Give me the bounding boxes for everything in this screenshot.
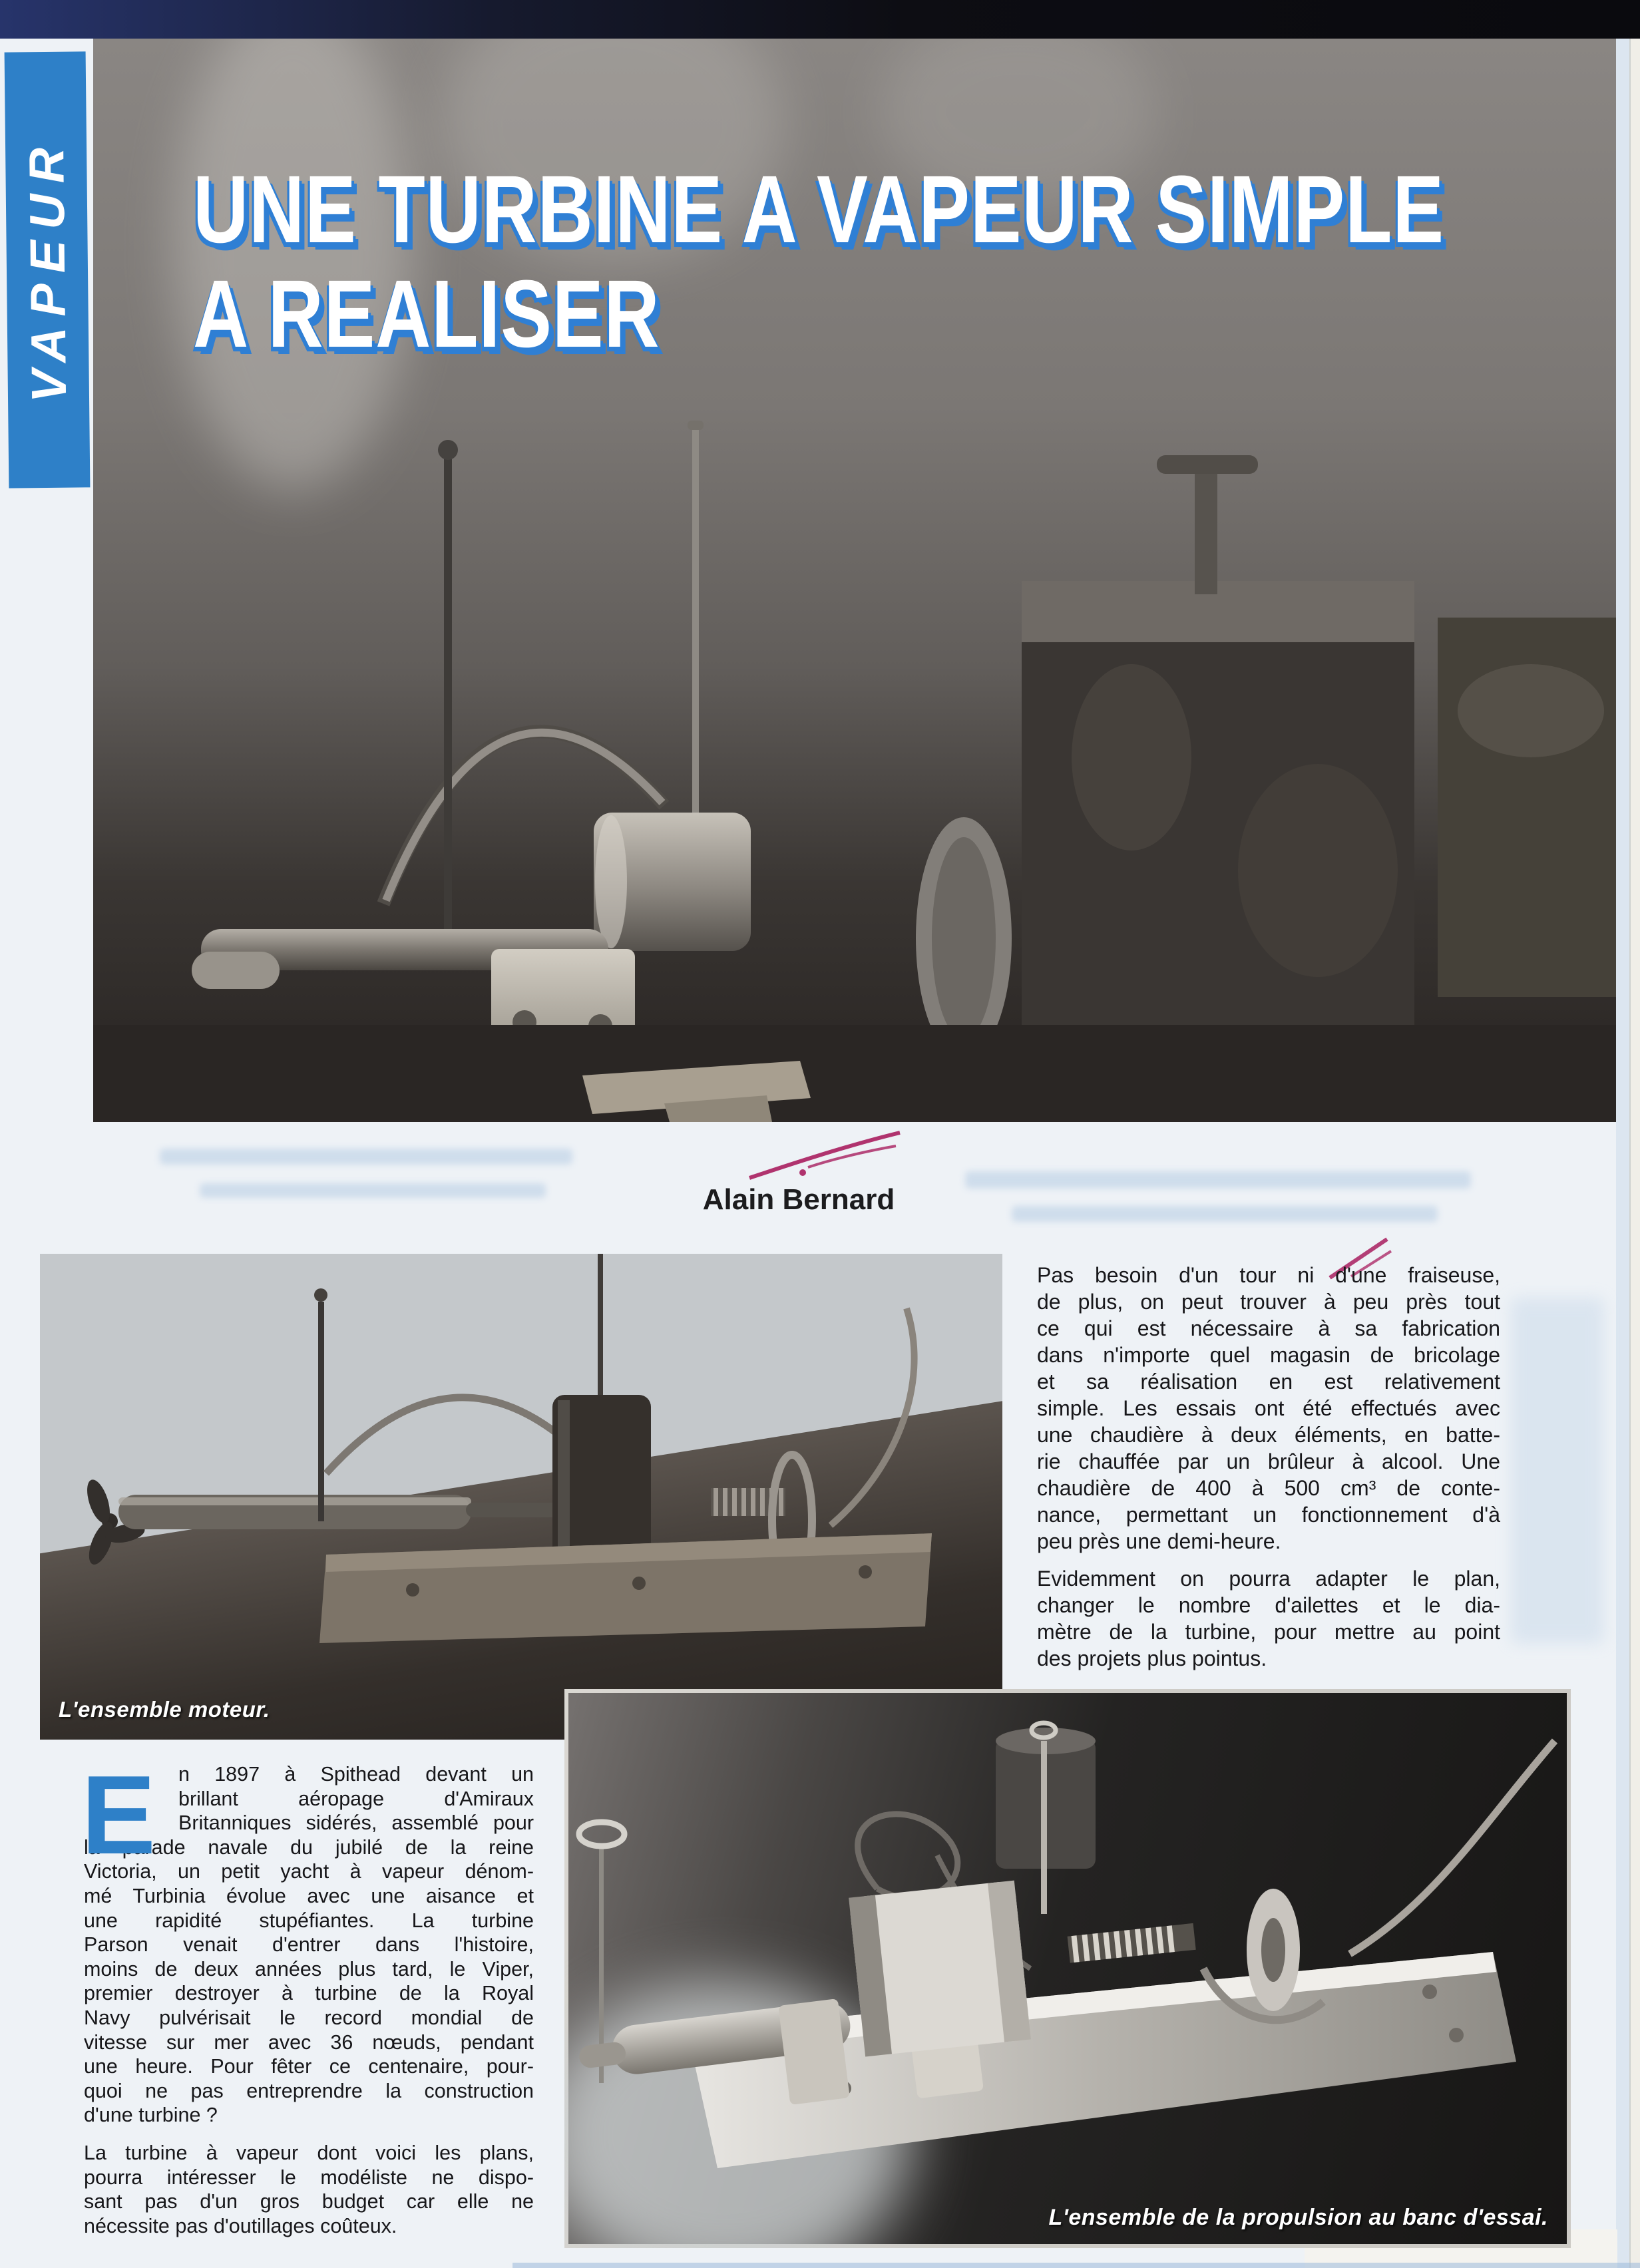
header-photo [93,39,1616,1122]
motor-machine-illustration [40,1254,1002,1740]
bleed-through-text [965,1171,1471,1189]
text-line: Britanniques sidérés, assemblé pour [178,1811,534,1835]
text-line: La turbine à vapeur dont voici les plans, [84,2141,534,2164]
text-line: moins de deux années plus tard, le Viper, [84,1957,534,1981]
text-line: nance, permettant un fonctionnement d'à [1037,1503,1500,1527]
text-line: Evidemment on pourra adapter le plan, [1037,1567,1500,1591]
page-title [193,157,1577,366]
title-line2: A REALISER [193,260,660,367]
text-line: une rapidité stupéfiantes. La turbine [84,1909,534,1932]
motor-photo [40,1254,1002,1740]
text-line: Pas besoin d'un tour ni d'une fraiseuse, [1037,1263,1500,1287]
propulsion-photo [564,1689,1571,2248]
text-line: nécessite pas d'outillages coûteux. [84,2214,397,2237]
pen-mark [744,1125,907,1188]
propulsion-photo-caption: L'ensemble de la propulsion au banc d'essai. [1048,2205,1548,2230]
text-line: sant pas d'un gros budget car elle ne [84,2190,534,2213]
title-line1: UNE TURBINE A VAPEUR SIMPLE [193,156,1444,263]
text-line: vitesse sur mer avec 36 nœuds, pendant [84,2030,534,2054]
text-line: dans n'importe quel magasin de bricolage [1037,1343,1500,1367]
paragraph [1037,1262,1500,1555]
bleed-through-text [160,1149,572,1165]
scanner-top-band [0,0,1640,39]
right-text-column [1037,1262,1500,1672]
propulsion-machine-illustration [564,1689,1571,2248]
text-line: et sa réalisation en est relativement [1037,1370,1500,1394]
text-line: chaudière de 400 à 500 cm³ de conte- [1037,1476,1500,1500]
text-line: une heure. Pour fêter ce centenaire, pour- [84,2055,534,2078]
text-line: une chaudière à deux éléments, en batte- [1037,1423,1500,1447]
motor-photo-caption: L'ensemble moteur. [59,1697,270,1722]
text-line: ce qui est nécessaire à sa fabrication [1037,1316,1500,1340]
section-label: VAPEUR [18,136,77,403]
text-line: pourra intéresser le modéliste ne dispo- [84,2166,534,2189]
text-line: quoi ne pas entreprendre la construction [84,2079,534,2102]
page-edge [1629,39,1640,2268]
paragraph [1037,1565,1500,1672]
text-line: changer le nombre d'ailettes et le dia- [1037,1593,1500,1617]
author-byline: Alain Bernard [702,1183,895,1216]
bleed-through-text [1511,1298,1604,1644]
text-line: premier destroyer à turbine de la Royal [84,1982,534,2005]
text-line: la parade navale du jubilé de la reine [84,1835,534,1859]
scanner-bottom-artifact [512,2263,1640,2268]
text-line: Parson venait d'entrer dans l'histoire, [84,1933,534,1957]
text-line: Navy pulvérisait le record mondial de [84,2006,534,2029]
text-line: de plus, on peut trouver à peu près tout [1037,1290,1500,1314]
text-line: d'une turbine ? [84,2104,218,2127]
text-line: mé Turbinia évolue avec une aisance et [84,1884,534,1907]
text-line: Victoria, un petit yacht à vapeur dénom- [84,1860,534,1883]
text-line: rie chauffée par un brûleur à alcool. Une [1037,1449,1500,1473]
bleed-through-text [1012,1206,1438,1222]
text-line: mètre de la turbine, pour mettre au point [1037,1620,1500,1644]
text-line: n 1897 à Spithead devant un [178,1763,534,1786]
section-sidebar [5,51,91,488]
left-text-column [81,1752,534,2238]
text-line: brillant aéropage d'Amiraux [178,1787,534,1810]
text-line: simple. Les essais ont été effectués avec [1037,1396,1500,1420]
bleed-through-text [200,1183,546,1198]
text-line: des projets plus pointus. [1037,1646,1267,1670]
page-edge-shadow [1616,39,1629,2268]
paragraph-with-dropcap [81,1752,534,2128]
text-line: peu près une demi-heure. [1037,1529,1281,1553]
paragraph [84,2141,534,2238]
drop-cap: E [81,1752,156,1877]
